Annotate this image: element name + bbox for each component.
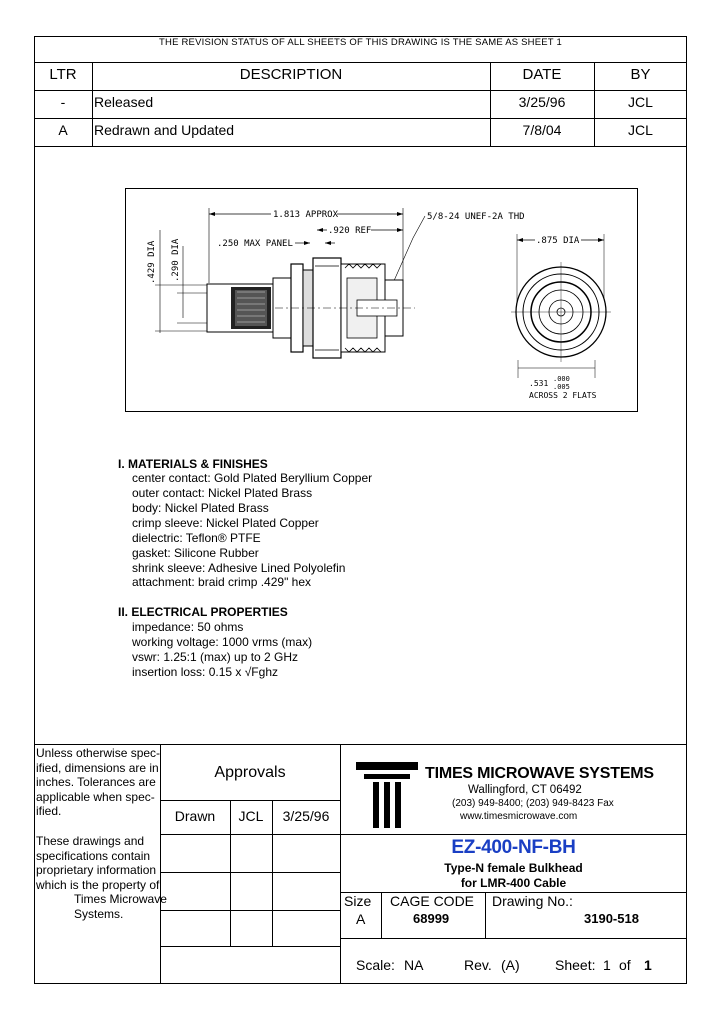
scale-label: Scale: bbox=[356, 957, 395, 973]
col-by-header: BY bbox=[630, 66, 651, 83]
dim-face-dia: .875 DIA bbox=[536, 236, 580, 246]
scale-value: NA bbox=[404, 957, 424, 973]
col-ltr-header: LTR bbox=[49, 66, 77, 83]
proprietary-notes: These drawings and specifications contain proprietary information which is the property of Times Microwave Systems. bbox=[36, 834, 167, 921]
sheet-label: Sheet: bbox=[555, 957, 596, 973]
dim-thread: 5/8-24 UNEF-2A THD bbox=[427, 212, 525, 222]
approvals-title: Approvals bbox=[214, 764, 286, 781]
dim-flats-a: .531 bbox=[529, 379, 549, 388]
drawn-label: Drawn bbox=[174, 808, 216, 824]
list-item: crimp sleeve: Nickel Plated Copper bbox=[132, 516, 319, 530]
list-item: vswr: 1.25:1 (max) up to 2 GHz bbox=[132, 650, 299, 664]
company-web: www.timesmicrowave.com bbox=[460, 811, 578, 822]
sheet-of: of bbox=[619, 957, 631, 973]
list-item: insertion loss: 0.15 x √Fghz bbox=[132, 665, 278, 679]
list-item: outer contact: Nickel Plated Brass bbox=[132, 486, 313, 500]
list-item: body: Nickel Plated Brass bbox=[132, 501, 269, 515]
dim-max-panel: .250 MAX PANEL bbox=[217, 239, 293, 249]
dim-dia2: .290 DIA bbox=[171, 238, 181, 282]
rev-value: (A) bbox=[501, 957, 520, 973]
drawing-label: Drawing No.: bbox=[492, 893, 573, 909]
company-phone: (203) 949-8400; (203) 949-8423 Fax bbox=[452, 798, 614, 809]
size-value: A bbox=[356, 911, 366, 927]
dim-overall: 1.813 APPROX bbox=[273, 210, 339, 220]
materials-heading: I. MATERIALS & FINISHES bbox=[118, 457, 268, 471]
part-number: EZ-400-NF-BH bbox=[451, 837, 576, 858]
part-description-2: for LMR-400 Cable bbox=[460, 876, 567, 890]
company-city: Wallingford, CT 06492 bbox=[468, 784, 582, 796]
list-item: shrink sleeve: Adhesive Lined Polyolefin bbox=[132, 561, 346, 575]
drawn-date: 3/25/96 bbox=[282, 808, 330, 824]
list-item: dielectric: Teflon® PTFE bbox=[132, 531, 261, 545]
cage-label: CAGE CODE bbox=[390, 893, 475, 909]
times-microwave-logo bbox=[356, 762, 418, 828]
dim-ref: .920 REF bbox=[328, 226, 372, 236]
col-description-header: DESCRIPTION bbox=[239, 66, 343, 83]
list-item: working voltage: 1000 vrms (max) bbox=[132, 635, 313, 649]
list-item: gasket: Silicone Rubber bbox=[132, 546, 259, 560]
drawing-number: 3190-518 bbox=[584, 911, 639, 926]
col-date-header: DATE bbox=[522, 66, 562, 83]
tolerance-notes: Unless otherwise spec- ified, dimensions are in inches. Tolerances are applicable when spec- ified. bbox=[36, 746, 161, 818]
company-name: TIMES MICROWAVE SYSTEMS bbox=[425, 765, 654, 782]
electrical-heading: II. ELECTRICAL PROPERTIES bbox=[118, 605, 288, 619]
size-label: Size bbox=[344, 893, 372, 909]
list-item: attachment: braid crimp .429" hex bbox=[132, 575, 312, 589]
revision-banner: THE REVISION STATUS OF ALL SHEETS OF THIS DRAWING IS THE SAME AS SHEET 1 bbox=[159, 37, 562, 48]
dim-flats-b: .000 bbox=[553, 375, 570, 383]
part-description-1: Type-N female Bulkhead bbox=[444, 861, 583, 875]
sheet-total: 1 bbox=[644, 957, 652, 973]
dim-dia1: .429 DIA bbox=[147, 240, 157, 284]
connector-drawing bbox=[125, 188, 638, 412]
list-item: center contact: Gold Plated Beryllium Copper bbox=[132, 471, 373, 485]
dim-flats-d: ACROSS 2 FLATS bbox=[529, 391, 597, 400]
cage-value: 68999 bbox=[413, 911, 450, 926]
dim-flats-c: .005 bbox=[553, 383, 570, 391]
list-item: impedance: 50 ohms bbox=[132, 620, 244, 634]
sheet-number: 1 bbox=[603, 957, 611, 973]
drawn-by: JCL bbox=[238, 808, 264, 824]
rev-label: Rev. bbox=[464, 957, 492, 973]
